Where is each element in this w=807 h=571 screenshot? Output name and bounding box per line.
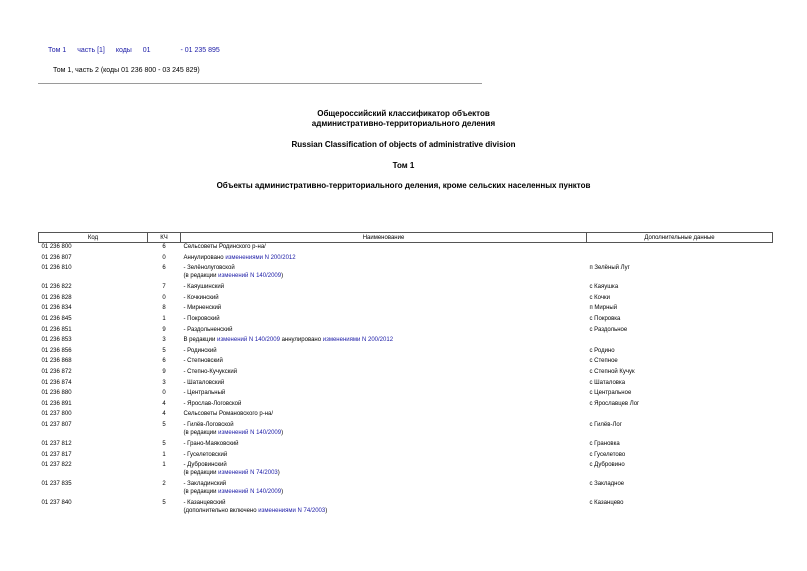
table-row: [39, 368, 773, 379]
row-extra: с Каяушка: [589, 284, 619, 291]
row-extra: с Закладное: [589, 481, 625, 488]
row-name: - Родинский: [183, 347, 217, 354]
row-name-cell: [181, 283, 587, 294]
row-name-prefix: Аннулировано: [183, 254, 226, 261]
row-code: 01 236 845: [41, 315, 72, 322]
amendment-link[interactable]: изменений N 140/2009: [218, 489, 282, 496]
row-name-cell: [181, 410, 587, 421]
row-kch: 1: [162, 462, 166, 469]
row-code: 01 236 810: [41, 265, 72, 272]
row-name-cell: [181, 461, 587, 480]
amendment-link[interactable]: изменений N 140/2009: [218, 429, 282, 436]
row-extra: п Мирный: [589, 305, 618, 312]
row-name: - Кочкинский: [183, 294, 219, 301]
row-code: 01 237 817: [41, 451, 72, 458]
row-name-cell: [181, 421, 587, 440]
table-row: [39, 421, 773, 440]
row-name-cell: [181, 254, 587, 265]
row-name-prefix: В редакции: [183, 337, 217, 344]
row-extra: с Родино: [589, 347, 615, 354]
row-note-suffix: ): [281, 273, 284, 280]
row-code: 01 236 828: [41, 294, 72, 301]
row-name-cell: [181, 400, 587, 411]
table-row: [39, 461, 773, 480]
row-extra: с Кочки: [589, 294, 610, 301]
document-title-english: Russian Classification of objects of administrative division: [291, 140, 516, 149]
table-row: [39, 264, 773, 283]
table-row: [39, 304, 773, 315]
table-row: [39, 440, 773, 451]
row-name-cell: [181, 499, 587, 518]
row-extra: [587, 336, 773, 347]
row-extra: с Центральное: [589, 390, 632, 397]
row-extra: [587, 243, 773, 254]
column-header-extra: Дополнительные данные: [587, 233, 773, 243]
row-extra: с Степное: [589, 358, 618, 365]
row-name: - Степно-Кучукский: [183, 368, 238, 375]
row-extra: с Гилёв-Лог: [589, 421, 622, 428]
row-name-cell: [181, 379, 587, 390]
nav-codes-label[interactable]: коды: [115, 47, 132, 54]
row-code: 01 237 840: [41, 500, 72, 507]
row-extra: с Грановка: [589, 440, 620, 447]
row-kch: 9: [162, 368, 166, 375]
row-kch: 8: [162, 305, 166, 312]
row-kch: 1: [162, 451, 166, 458]
row-note-suffix: ): [277, 470, 280, 477]
row-name-cell: [181, 480, 587, 499]
row-name-cell: [181, 336, 587, 347]
row-name: - Грано-Маяковский: [183, 440, 239, 447]
row-extra: с Шаталовка: [589, 379, 626, 386]
column-header-name: Наименование: [181, 233, 587, 243]
row-code: 01 236 800: [41, 244, 72, 250]
row-code: 01 236 874: [41, 379, 72, 386]
table-row: [39, 357, 773, 368]
row-kch: 0: [162, 294, 166, 301]
table-row: [39, 294, 773, 305]
table-row: [39, 283, 773, 294]
row-kch: 1: [162, 315, 166, 322]
row-name-cell: [181, 357, 587, 368]
classifier-table: [38, 232, 773, 518]
table-row: [39, 379, 773, 390]
volume-navigation: [48, 47, 229, 54]
row-code: 01 236 822: [41, 284, 72, 291]
row-code: 01 237 807: [41, 421, 72, 428]
row-kch: 3: [162, 379, 166, 386]
row-note-suffix: ): [281, 429, 284, 436]
row-kch: 6: [162, 244, 166, 250]
row-code: 01 237 800: [41, 411, 72, 418]
row-extra: с Дубровино: [589, 462, 625, 469]
table-row: [39, 243, 773, 254]
row-note-suffix: ): [325, 508, 328, 515]
row-name-cell: [181, 326, 587, 337]
column-header-kch: КЧ: [148, 233, 181, 243]
row-name: - Закладинский: [183, 481, 227, 488]
row-code: 01 236 856: [41, 347, 72, 354]
row-name: - Гуселетовский: [183, 451, 228, 458]
row-name: - Степновский: [183, 358, 223, 365]
row-name: - Каяушинский: [183, 284, 225, 291]
row-code: 01 237 835: [41, 481, 72, 488]
row-extra: [587, 254, 773, 265]
table-row: [39, 499, 773, 518]
row-note-prefix: (в редакции: [183, 273, 219, 280]
amendment-link[interactable]: изменениями N 200/2012: [322, 337, 394, 344]
row-code: 01 236 853: [41, 337, 72, 344]
table-row: [39, 480, 773, 499]
nav-code-to-link[interactable]: - 01 235 895: [180, 47, 220, 54]
amendment-link[interactable]: изменений N 140/2009: [216, 337, 280, 344]
row-kch: 4: [162, 400, 166, 407]
row-code: 01 236 851: [41, 326, 72, 333]
nav-tom-link[interactable]: Том 1: [48, 47, 67, 54]
row-kch: 3: [162, 337, 166, 344]
row-code: 01 236 891: [41, 400, 72, 407]
row-code: 01 237 812: [41, 440, 72, 447]
row-name-cell: [181, 451, 587, 462]
table-row: [39, 451, 773, 462]
amendment-link[interactable]: изменениями N 200/2012: [225, 254, 296, 261]
nav-part-link[interactable]: часть [1]: [77, 47, 105, 54]
row-kch: 9: [162, 326, 166, 333]
document-title-line2: административно-территориального деления: [311, 119, 496, 128]
row-extra: с Гуселетово: [589, 451, 626, 458]
column-header-code: Код: [39, 233, 148, 243]
volume-heading: Том 1: [392, 161, 415, 170]
volume-part-subline: Том 1, часть 2 (коды 01 236 800 - 03 245 829): [53, 67, 200, 74]
row-code: 01 236 807: [41, 254, 72, 261]
row-code: 01 236 868: [41, 358, 72, 365]
table-row: [39, 410, 773, 421]
row-name-cell: [181, 440, 587, 451]
nav-code-from-link[interactable]: 01: [142, 47, 151, 54]
row-name: - Гилёв-Логовской: [183, 421, 234, 428]
row-name-cell: [181, 315, 587, 326]
row-name-cell: [181, 347, 587, 358]
table-row: [39, 326, 773, 337]
row-extra: с Ярославцев Лог: [589, 400, 640, 407]
row-name: - Казанцевский: [183, 500, 226, 507]
row-name: - Центральный: [183, 390, 226, 397]
row-extra: [587, 410, 773, 421]
row-name-cell: [181, 264, 587, 283]
table-row: [39, 315, 773, 326]
row-note-prefix: (дополнительно включено: [183, 508, 259, 515]
row-name: - Мирненский: [183, 305, 222, 312]
row-kch: 5: [162, 440, 166, 447]
row-name: - Шаталовский: [183, 379, 225, 386]
row-kch: 6: [162, 358, 166, 365]
row-name: - Покровский: [183, 315, 220, 322]
amendment-link[interactable]: изменений N 140/2009: [218, 273, 282, 280]
table-header-row: [39, 233, 773, 243]
row-kch: 2: [162, 481, 166, 488]
table-row: [39, 336, 773, 347]
row-code: 01 236 834: [41, 305, 72, 312]
table-row: [39, 389, 773, 400]
table-body: [39, 243, 773, 519]
row-note-prefix: (в редакции: [183, 470, 219, 477]
table-row: [39, 254, 773, 265]
row-name: - Зелёнолуговской: [183, 265, 235, 272]
row-kch: 6: [162, 265, 166, 272]
divider: [38, 83, 482, 84]
row-kch: 0: [162, 390, 166, 397]
amendment-link[interactable]: изменений N 74/2003: [218, 470, 278, 477]
row-kch: 5: [162, 500, 166, 507]
row-kch: 4: [162, 411, 166, 418]
row-name-cell: [181, 294, 587, 305]
amendment-link[interactable]: изменениями N 74/2003: [258, 508, 326, 515]
row-kch: 5: [162, 347, 166, 354]
row-extra: п Зелёный Луг: [589, 265, 630, 272]
row-extra: с Казанцево: [589, 500, 624, 507]
row-note-suffix: ): [281, 489, 284, 496]
document-title-line1: Общероссийский классификатор объектов: [317, 109, 490, 118]
table-row: [39, 400, 773, 411]
row-kch: 5: [162, 421, 166, 428]
row-kch: 0: [162, 254, 166, 261]
row-name-cell: [181, 389, 587, 400]
row-name: - Дубровинский: [183, 462, 227, 469]
row-kch: 7: [162, 284, 166, 291]
row-extra: с Покровка: [589, 315, 621, 322]
row-code: 01 237 822: [41, 462, 72, 469]
row-name-cell: [181, 368, 587, 379]
row-note-prefix: (в редакции: [183, 489, 219, 496]
table-row: [39, 347, 773, 358]
row-note-prefix: (в редакции: [183, 429, 219, 436]
row-extra: с Степной Кучук: [589, 368, 635, 375]
row-name-middle: аннулировано: [279, 337, 323, 344]
row-extra: с Раздольное: [589, 326, 628, 333]
row-name: Сельсоветы Романовского р-на/: [183, 411, 274, 418]
row-name: Сельсоветы Родинского р-на/: [183, 244, 266, 250]
row-code: 01 236 880: [41, 390, 72, 397]
row-code: 01 236 872: [41, 368, 72, 375]
row-name: - Раздольненский: [183, 326, 233, 333]
row-name-cell: [181, 304, 587, 315]
row-name: - Ярослав-Логовской: [183, 400, 242, 407]
volume-subtitle: Объекты административно-территориального деления, кроме сельских населенных пунктов: [216, 181, 591, 190]
row-name-cell: [181, 243, 587, 254]
